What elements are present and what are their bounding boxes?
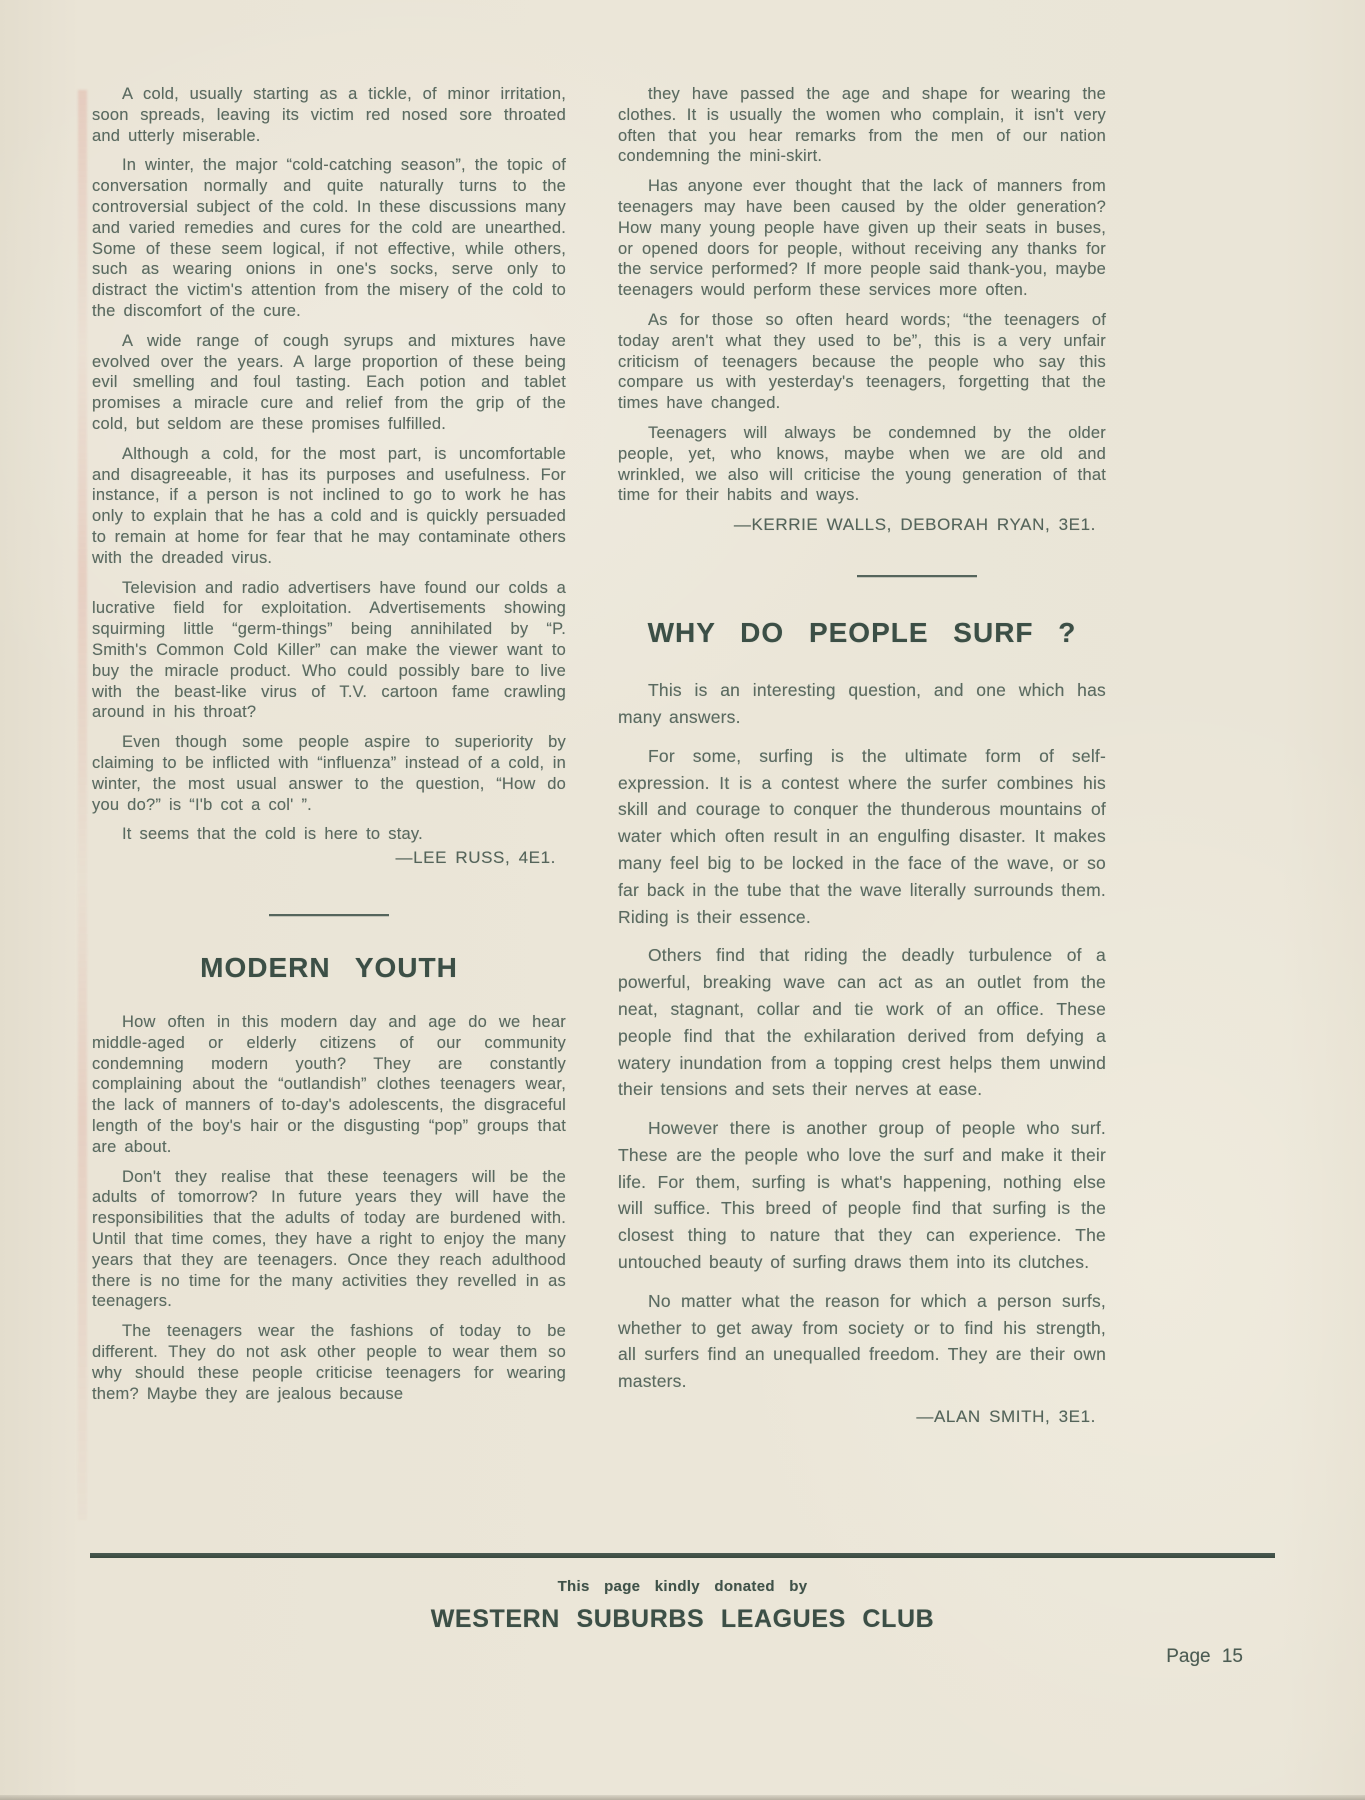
byline-alan-smith: —ALAN SMITH, 3E1. [916,1407,1096,1427]
paragraph: Television and radio advertisers have found our colds a lucrative field for exploitation. Advertisements showing squirming little “germ-things” being annihilated by “P. Smith's Common Cold Killer” can make the viewer want to buy the miracle product. Who could possibly bare to live with the beast-like virus of T.V. cartoon fame crawling around in his throat? [92,578,566,722]
paragraph: This is an interesting question, and one which has many answers. [618,680,1106,727]
surf-heading: WHY DO PEOPLE SURF ? [647,617,1077,649]
paragraph: In winter, the major “cold-catching season”, the topic of conversation normally and quite naturally turns to the controversial subject of the cold. In these discussions many and varied remedies and cures for the cold are unearthed. Some of these seem logical, if not effective, while others, such as wearing onions in one's socks, serve only to distract the victim's attention from the misery of the cold to the discomfort of the cure. [92,156,566,320]
donation-footer [90,1578,1275,1634]
paragraph: they have passed the age and shape for wearing the clothes. It is usually the women who complain, it isn't very often that you hear remarks from the men of our nation condemning the mini-skirt. [618,85,1106,166]
right-column [618,84,1106,1427]
byline-lee-russ: —LEE RUSS, 4E1. [395,848,556,868]
paragraph: Although a cold, for the most part, is uncomfortable and disagreeable, it has its purposes and usefulness. For instance, if a person is not inclined to go to work he has only to explain that he has a cold and is quickly persuaded to remain at home for fear that he may contaminate others with the dreaded virus. [92,444,566,567]
paragraph: No matter what the reason for which a person surfs, whether to get away from society or to find his strength, all surfers find an unequalled freedom. They are their own masters. [618,1290,1106,1392]
byline-kerrie-walls-deborah-ryan: —KERRIE WALLS, DEBORAH RYAN, 3E1. [733,515,1096,535]
donor-name: WESTERN SUBURBS LEAGUES CLUB [430,1605,935,1633]
scan-bottom-edge [0,1795,1365,1800]
page-number: Page 15 [1166,1646,1243,1667]
paragraph: Has anyone ever thought that the lack of manners from teenagers may have been caused by the older generation? How many young people have given up their seats in buses, or opened doors for people, without receiving any thanks for the service performed? If more people said thank-you, maybe teenagers would perform these services more often. [618,177,1106,300]
paragraph: A wide range of cough syrups and mixtures have evolved over the years. A large proportion of these being evil smelling and foul tasting. Each potion and tablet promises a miracle cure and relief from the grip of the cold, but seldom are these promises fulfilled. [92,331,566,433]
paragraph: Teenagers will always be condemned by the older people, yet, who knows, maybe when we are old and wrinkled, we also will criticise the young generation of that time for their habits and ways. [618,423,1106,505]
section-divider [269,914,389,916]
paragraph: For some, surfing is the ultimate form of self-expression. It is a contest where the surfer combines his skill and courage to conquer the thunderous mountains of water which often result in an engulfing disaster. It makes many feel big to be locked in the face of the wave, or so far back in the tube that the wave literally surrounds them. Riding is their essence. [618,745,1106,927]
paragraph: Don't they realise that these teenagers will be the adults of tomorrow? In future years they will have the responsibilities that the adults of today are burdened with. Until that time comes, they have a right to enjoy the many years that they are teenagers. Once they reach adulthood there is no time for the many activities they revelled in as teenagers. [92,1167,566,1311]
footer-rule [90,1553,1275,1558]
paragraph: The teenagers wear the fashions of today to be different. They do not ask other people to wear them so why should these people criticise teenagers for wearing them? Maybe they are jealous because [92,1322,566,1403]
paragraph: As for those so often heard words; “the teenagers of today aren't what they used to be”, this is a very unfair criticism of teenagers because the people who say this compare us with yesterday's teenagers, forgetting that the times have changed. [618,310,1106,413]
paragraph: How often in this modern day and age do we hear middle-aged or elderly citizens of our community condemning modern youth? They are constantly complaining about the “outlandish” clothes teenagers wear, the lack of manners of to-day's adolescents, the disgraceful length of the boy's hair or the disgusting “pop” groups that are about. [92,1013,566,1156]
paragraph: Others find that riding the deadly turbulence of a powerful, breaking wave can act as an outlet from the neat, stagnant, collar and tie work of an office. These people find that the exhilaration derived from defying a watery inundation from a topping crest helps them unwind their tensions and sets their nerves at ease. [618,945,1106,1100]
paragraph: A cold, usually starting as a tickle, of minor irritation, soon spreads, leaving its victim red nosed sore throated and utterly miserable. [92,85,566,145]
closing-line: It seems that the cold is here to stay. [122,825,423,844]
left-column [92,84,566,1413]
paragraph: Even though some people aspire to superiority by claiming to be inflicted with “influenza” instead of a cold, in winter, the most usual answer to the question, “How do you do?” is “I'b cot a col' ”. [92,733,566,814]
section-divider [857,575,977,577]
donation-note: This page kindly donated by [557,1578,808,1595]
paragraph: However there is another group of people who surf. These are the people who love the surf and make it their life. For them, surfing is what's happening, nothing else will suffice. This breed of people find that surfing is the closest thing to nature that they can experience. The untouched beauty of surfing draws them into its clutches. [618,1118,1106,1273]
scan-artifact-streak [78,90,87,1520]
modern-youth-heading: MODERN YOUTH [200,952,458,984]
